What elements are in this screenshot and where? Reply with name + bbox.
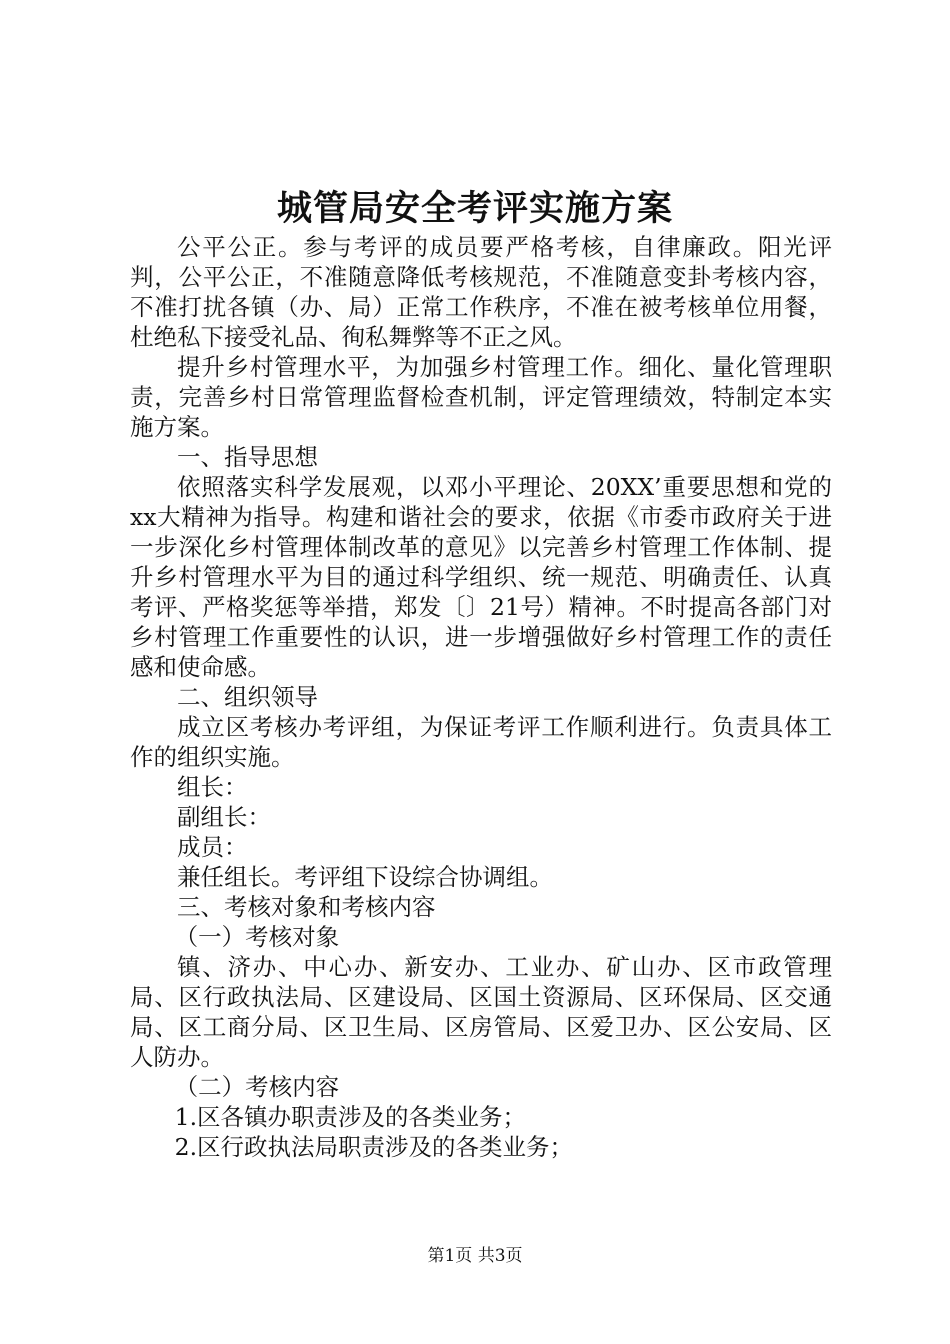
line-members: 成员： — [177, 833, 248, 861]
heading-guiding-ideology: 一、指导思想 — [177, 443, 318, 471]
paragraph-guiding-ideology: 依照落实科学发展观，以邓小平理论、20XX’重要思想和党的xx大精神为指导。构建和谐社会的要求，依据《市委市政府关于进一步深化乡村管理体制改革的意见》以完善乡村管理工作体制、提升乡村管理水平为目的通过科学组织、统一规范、明确责任、认真考评、严格奖惩等举措，郑发〔〕21号）精神。不时提高各部门对乡村管理工作重要性的认识，进一步增强做好乡村管理工作的责任感和使命感。 — [130, 473, 832, 681]
document-body — [130, 232, 832, 1162]
paragraph-organization: 成立区考核办考评组，为保证考评工作顺利进行。负责具体工作的组织实施。 — [130, 713, 832, 771]
paragraph-purpose: 提升乡村管理水平，为加强乡村管理工作。细化、量化管理职责，完善乡村日常管理监督检查机制，评定管理绩效，特制定本实施方案。 — [130, 353, 832, 441]
subheading-assessment-content: （二）考核内容 — [174, 1073, 340, 1101]
paragraph-assessment-objects: 镇、济办、中心办、新安办、工业办、矿山办、区市政管理局、区行政执法局、区建设局、区国土资源局、区环保局、区交通局、区工商分局、区卫生局、区房管局、区爱卫办、区公安局、区人防办。 — [130, 953, 832, 1071]
heading-assessment: 三、考核对象和考核内容 — [177, 893, 436, 921]
heading-organization: 二、组织领导 — [177, 683, 318, 711]
list-item-1: 1.区各镇办职责涉及的各类业务； — [174, 1103, 527, 1131]
line-group-leader: 组长： — [177, 773, 248, 801]
paragraph-concurrent-leader: 兼任组长。考评组下设综合协调组。 — [177, 863, 553, 891]
list-item-2: 2.区行政执法局职责涉及的各类业务； — [174, 1133, 574, 1161]
document-title: 城管局安全考评实施方案 — [276, 188, 673, 229]
subheading-assessment-objects: （一）考核对象 — [174, 923, 340, 951]
paragraph-fairness: 公平公正。参与考评的成员要严格考核，自律廉政。阳光评判，公平公正，不准随意降低考核规范，不准随意变卦考核内容，不准打扰各镇（办、局）正常工作秩序，不准在被考核单位用餐，杜绝私下接受礼品、徇私舞弊等不正之风。 — [130, 233, 832, 351]
line-deputy-leader: 副组长： — [177, 803, 271, 831]
page-footer: 第1页 共3页 — [427, 1246, 523, 1266]
